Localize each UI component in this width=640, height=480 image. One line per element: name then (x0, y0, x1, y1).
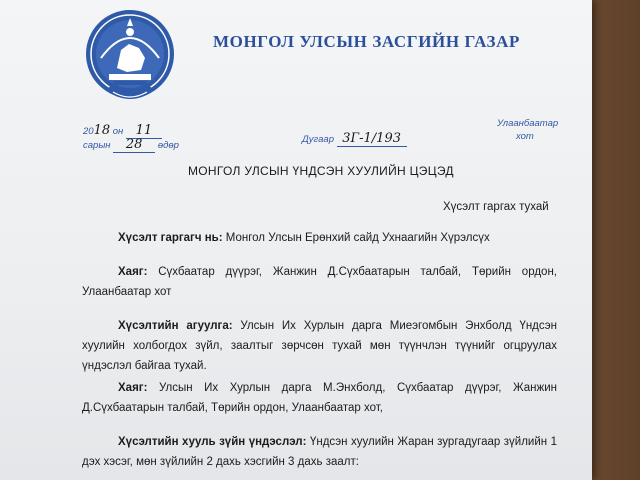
paragraph-text: Монгол Улсын Ерөнхий сайд Ухнаагийн Хүрэлсүх (222, 232, 490, 244)
paragraph-text: Сүхбаатар дүүрэг, Жанжин Д.Сүхбаатарын талбай, Төрийн ордон, Улаанбаатар хот (82, 266, 557, 298)
paragraph-text: Улсын Их Хурлын дарга М.Энхболд, Сүхбаатар дүүрэг, Жанжин Д.Сүхбаатарын талбай, Төрийн ордон, Улаанбаатар хот, (82, 382, 557, 414)
paragraph-applicant (82, 228, 557, 248)
state-emblem-icon (83, 8, 177, 110)
subject-line: Хүсэлт гаргах тухай (443, 201, 549, 213)
paragraph-label: Хүсэлтийн хууль зүйн үндэслэл: (118, 436, 307, 448)
number-label: Дугаар (302, 134, 334, 145)
paragraph-respondent-address (82, 378, 557, 418)
year-handwritten: 18 (93, 123, 111, 138)
month-handwritten: 11 (135, 123, 153, 138)
addressee-heading: МОНГОЛ УЛСЫН ҮНДСЭН ХУУЛИЙН ЦЭЦЭД (188, 164, 454, 178)
paragraph-applicant-address (82, 262, 557, 302)
paragraph-request-content (82, 316, 557, 376)
month-label: сарын (83, 140, 111, 151)
year-prefix: 20 (83, 126, 94, 137)
paragraph-label: Хүсэлт гаргагч нь: (118, 232, 223, 244)
city-suffix: хот (516, 131, 534, 142)
government-title: МОНГОЛ УЛСЫН ЗАСГИЙН ГАЗАР (213, 32, 520, 51)
number-handwritten: 3Г-1/193 (342, 131, 401, 146)
day-handwritten: 28 (125, 137, 143, 152)
paragraph-legal-basis (82, 432, 557, 472)
paragraph-label: Хаяг: (118, 266, 148, 278)
day-label: өдөр (157, 140, 179, 151)
paragraph-label: Хүсэлтийн агуулга: (118, 320, 233, 332)
year-suffix: он (112, 126, 124, 137)
date-day-line (83, 137, 179, 153)
paragraph-text: Үндсэн хуулийн Жаран зургадугаар зүйлийн 1 дэх хэсэг, мөн зүйлийн 2 дахь хэсгийн 3 дахь заалт: (82, 436, 557, 468)
city-name: Улаанбаатар (497, 118, 559, 129)
paragraph-label: Хаяг: (118, 382, 148, 394)
paragraph-text: Улсын Их Хурлын дарга Миеэгомбын Энхболд Үндсэн хуулийн холбогдох зүйл, заалтыг зөрчсөн тухай мөн түүнчлэн түүнийг огцруулах үндэслэл байгаа тухай. (82, 320, 557, 372)
document-number (302, 131, 407, 147)
